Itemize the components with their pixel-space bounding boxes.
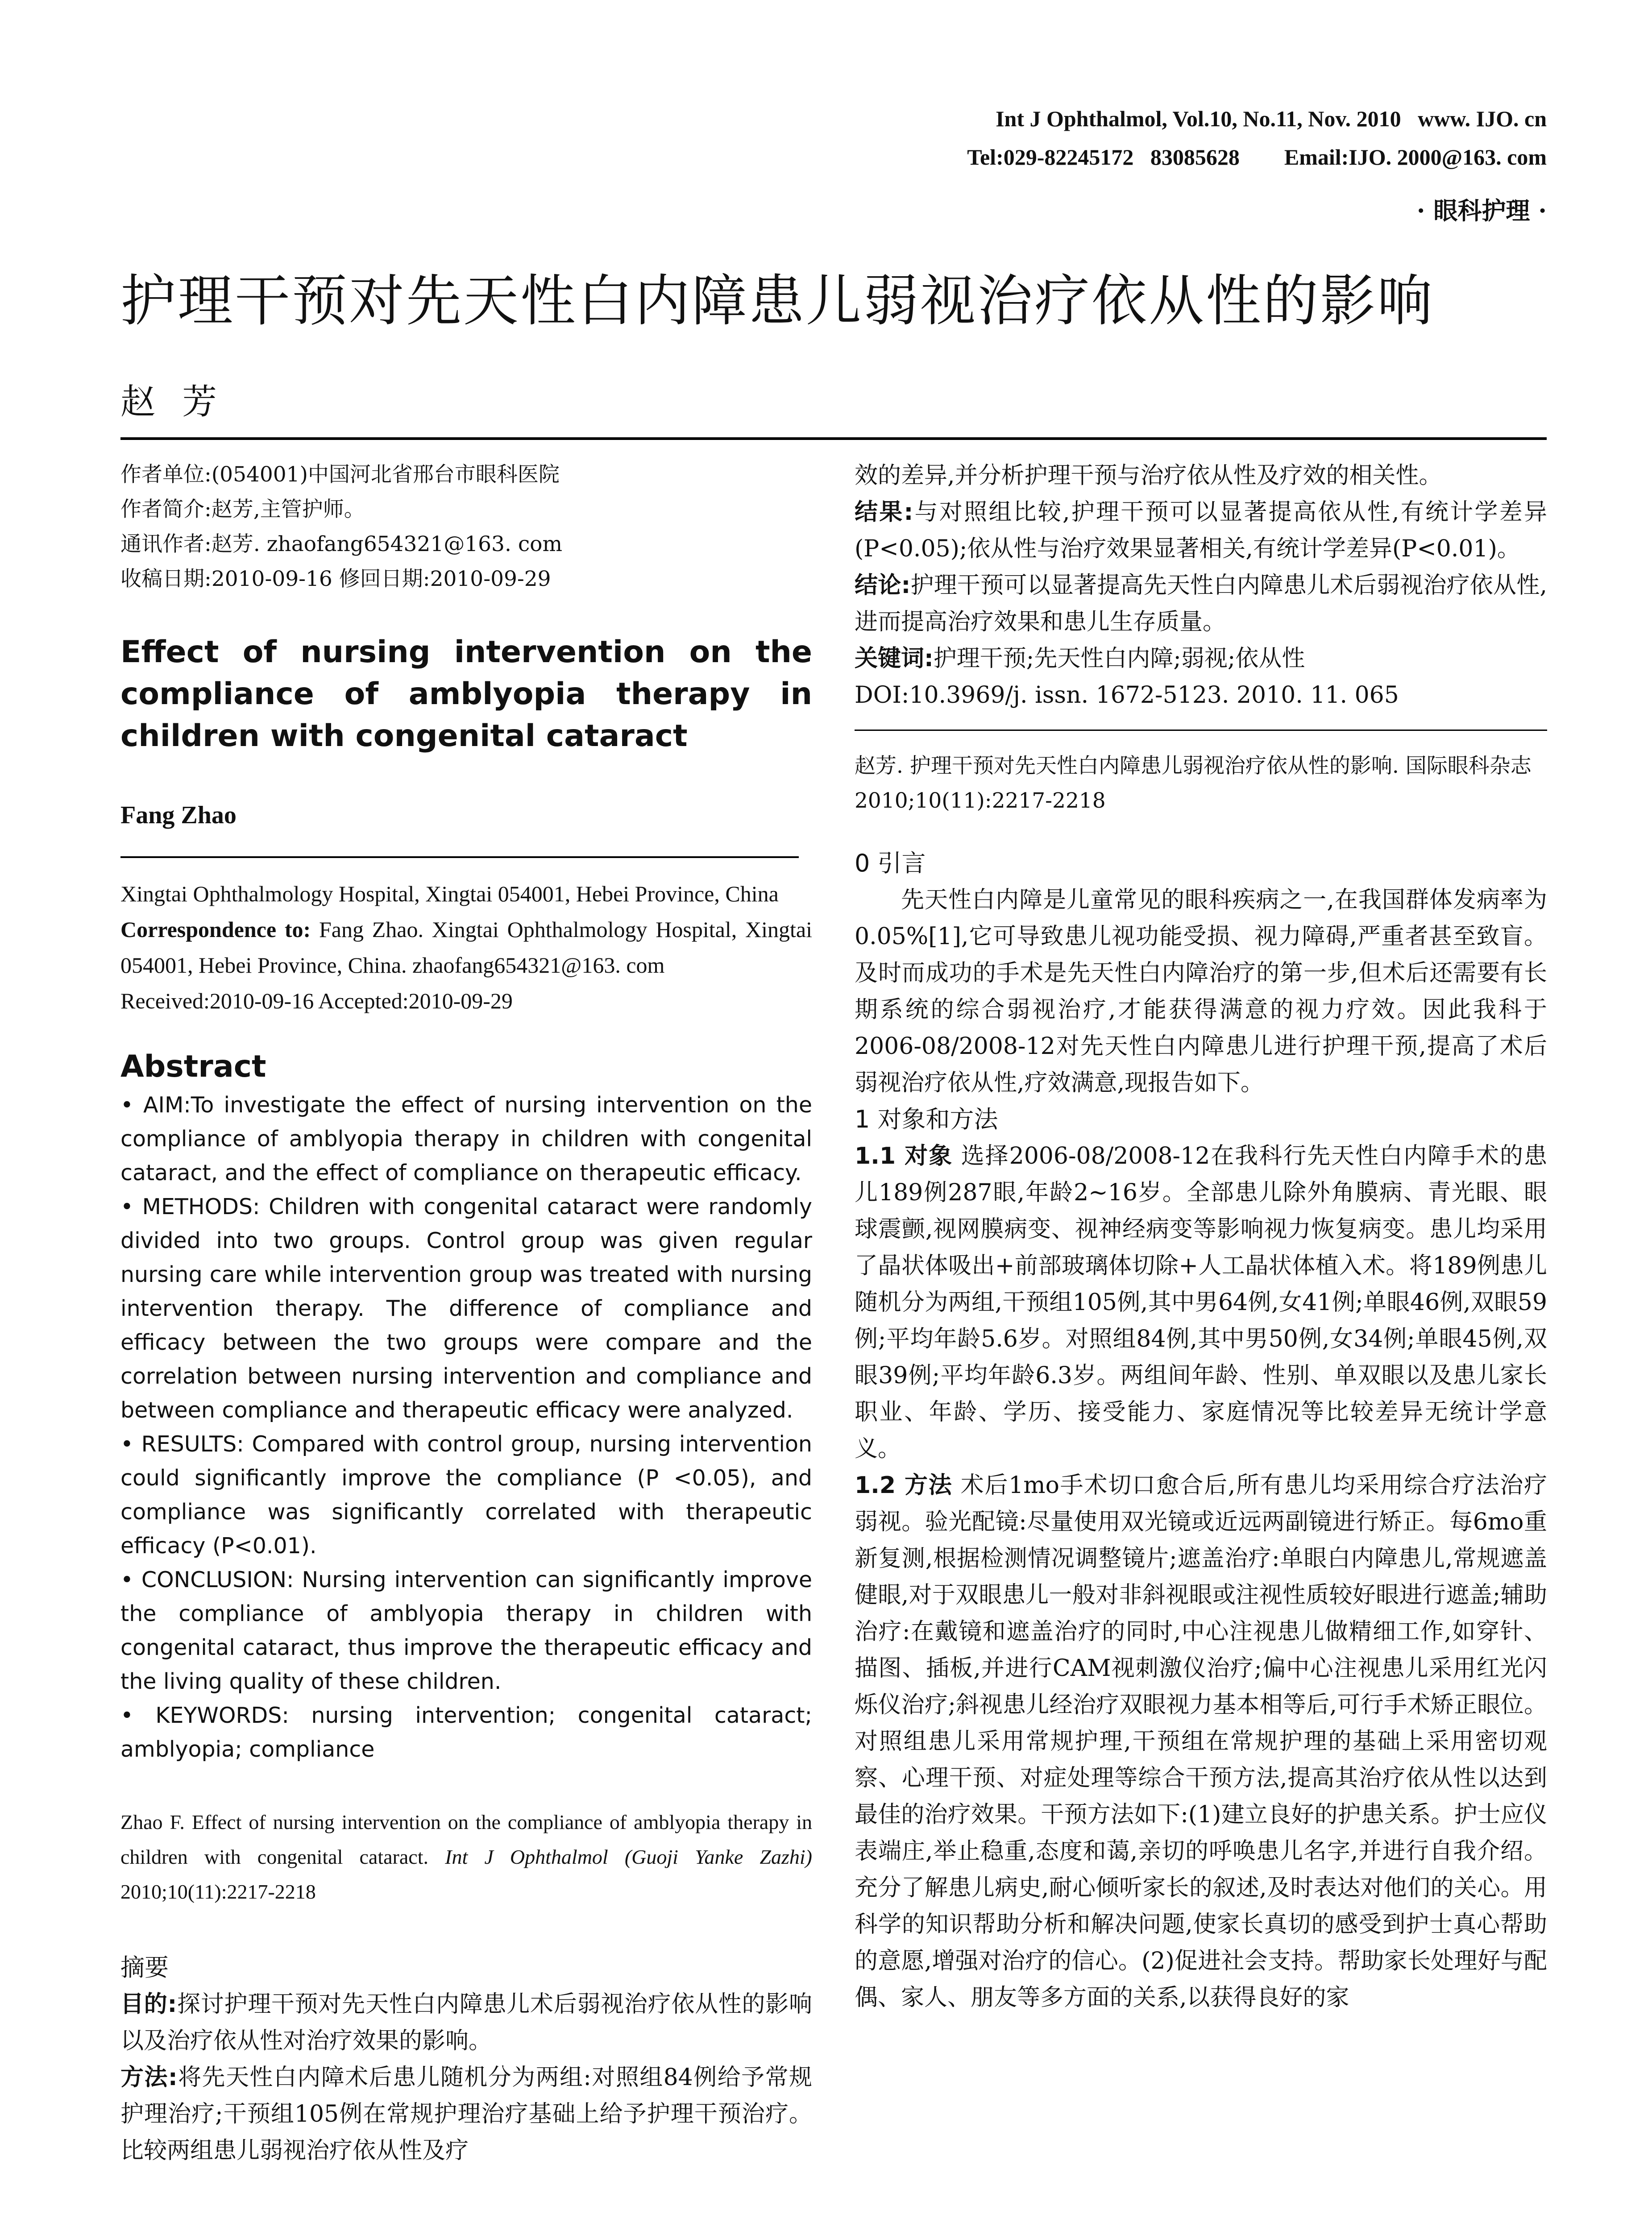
jieguo-label: 结果:	[855, 499, 913, 526]
corr-text: Fang Zhao. Xingtai Ophthalmology Hospital, Xingtai 054001, Hebei Province, China. zhaofang654321@163. com	[120, 917, 812, 978]
affil-en: Xingtai Ophthalmology Hospital, Xingtai 054001, Hebei Province, China	[120, 881, 779, 906]
jielun-text: 护理干预可以显著提高先天性白内障患儿术后弱视治疗依从性,进而提高治疗效果和患儿生存质量。	[855, 572, 1548, 635]
results-text: Compared with control group, nursing intervention could significantly improve the compliance (P <0.05), and compliance was significantly correlated with therapeutic efficacy (P<0.01).	[120, 1431, 812, 1559]
jieguo-text: 与对照组比较,护理干预可以显著提高依从性,有统计学差异(P<0.05);依从性与治疗效果显著相关,有统计学差异(P<0.01)。	[855, 499, 1548, 562]
corr-label: Correspondence to:	[120, 917, 311, 942]
affil-bio: 作者简介:赵芳,主管护师。	[120, 497, 365, 522]
gjc-label: 关键词:	[855, 645, 934, 672]
left-column	[120, 457, 812, 2169]
received-accepted: Received:2010-09-16 Accepted:2010-09-29	[120, 988, 513, 1013]
abstract-results	[120, 1427, 812, 1563]
doi: DOI:10.3969/j. issn. 1672-5123. 2010. 11. 065	[855, 682, 1399, 709]
jielun-label: 结论:	[855, 572, 911, 599]
fangfa-text: 将先天性白内障术后患儿随机分为两组:对照组84例给予常规护理治疗;干预组105例在常规护理治疗基础上给予护理干预治疗。比较两组患儿弱视治疗依从性及疗	[120, 2064, 812, 2164]
citation-en	[120, 1805, 812, 1909]
abstract-heading: Abstract	[120, 1049, 266, 1084]
zhaiyao-keywords	[855, 640, 1547, 677]
title-rule	[120, 437, 1547, 440]
gjc-text: 护理干预;先天性白内障;弱视;依从性	[933, 645, 1305, 672]
zhaiyao-fangfa-cont: 效的差异,并分析护理干预与治疗依从性及疗效的相关性。	[855, 462, 1442, 489]
s11-text: 选择2006-08/2008-12在我科行先天性白内障手术的患儿189例287眼,年龄2~16岁。全部患儿除外角膜病、青光眼、眼球震颤,视网膜病变、视神经病变等影响视力恢复病变。患儿均采用了晶状体吸出+前部玻璃体切除+人工晶状体植入术。将189例患儿随机分为两组,干预组105例,其中男64例,女41例;单眼46例,双眼59例;平均年龄5.6岁。对照组84例,其中男50例,女34例;单眼45例,双眼39例;平均年龄6.3岁。两组间年龄、性别、单双眼以及患儿家长职业、年龄、学历、接受能力、家庭情况等比较差异无统计学意义。	[855, 1143, 1547, 1462]
methods-label: • METHODS:	[120, 1194, 260, 1219]
affil-unit: 作者单位:(054001)中国河北省邢台市眼科医院	[120, 462, 560, 487]
abstract-aim	[120, 1088, 812, 1190]
s11-label: 1.1 对象	[855, 1143, 953, 1169]
section-0-heading: 0 引言	[855, 849, 926, 877]
s12-text: 术后1mo手术切口愈合后,所有患儿均采用综合疗法治疗弱视。验光配镜:尽量使用双光镜或近远两副镜进行矫正。每6mo重新复测,根据检测情况调整镜片;遮盖治疗:单眼白内障患儿,常规遮盖健眼,对于双眼患儿一般对非斜视眼或注视性质较好眼进行遮盖;辅助治疗:在戴镜和遮盖治疗的同时,中心注视患儿做精细工作,如穿针、描图、插板,并进行CAM视刺激仪治疗;偏中心注视患儿采用红光闪烁仪治疗;斜视患儿经治疗双眼视力基本相等后,可行手术矫正眼位。对照组患儿采用常规护理,干预组在常规护理的基础上采用密切观察、心理干预、对症处理等综合干预方法,提高其治疗依从性以达到最佳的治疗效果。干预方法如下:(1)建立良好的护患关系。护士应仪表端庄,举止稳重,态度和蔼,亲切的呼唤患儿名字,并进行自我介绍。充分了解患儿病史,耐心倾听家长的叙述,及时表达对他们的关心。用科学的知识帮助分析和解决问题,使家长真切的感受到护士真心帮助的意愿,增强对治疗的信心。(2)促进社会支持。帮助家长处理好与配偶、家人、朋友等多方面的关系,以获得良好的家	[855, 1472, 1547, 2011]
abstract-conclusion	[120, 1563, 812, 1699]
author-rule	[120, 856, 799, 858]
citation-cn: 赵芳. 护理干预对先天性白内障患儿弱视治疗依从性的影响. 国际眼科杂志 2010;10(11):2217-2218	[855, 754, 1532, 813]
s12-label: 1.2 方法	[855, 1472, 953, 1499]
section-tag: · 眼科护理 ·	[1416, 196, 1547, 225]
conclusion-label: • CONCLUSION:	[120, 1567, 294, 1592]
abstract-keywords	[120, 1699, 812, 1767]
aim-text: To investigate the effect of nursing intervention on the compliance of amblyopia therapy in children with congenital cataract, and the effect of compliance on therapeutic efficacy.	[120, 1092, 812, 1186]
section-1-heading: 1 对象和方法	[855, 1105, 998, 1133]
fangfa-label: 方法:	[120, 2064, 178, 2091]
author-cn: 赵芳	[120, 382, 244, 422]
doi-rule	[855, 730, 1547, 731]
keywords-text: nursing intervention; congenital cataract; amblyopia; compliance	[120, 1703, 812, 1762]
section-1-1	[855, 1138, 1547, 1467]
zhaiyao-heading: 摘要	[120, 1953, 169, 1982]
journal-contact-line: Tel:029-82245172 83085628 Email:IJO. 2000@163. com	[967, 145, 1547, 170]
zhaiyao-jieguo	[855, 494, 1547, 567]
journal-header-line: Int J Ophthalmol, Vol.10, No.11, Nov. 2010 www. IJO. cn	[996, 106, 1547, 131]
keywords-label: • KEYWORDS:	[120, 1703, 289, 1728]
correspondence-en	[120, 912, 812, 983]
zhaiyao-mudi	[120, 1986, 812, 2059]
right-column	[855, 457, 1547, 2016]
author-en: Fang Zhao	[120, 801, 237, 829]
cite-en-b: 2010;10(11):2217-2218	[120, 1880, 316, 1903]
cite-en-a: Zhao F. Effect of nursing intervention on the compliance of amblyopia therapy in children with congenital cataract.	[120, 1811, 812, 1868]
mudi-label: 目的:	[120, 1991, 177, 2018]
zhaiyao-jielun	[855, 567, 1547, 640]
aim-label: • AIM:	[120, 1092, 191, 1118]
abstract-methods	[120, 1190, 812, 1427]
affil-corresponding: 通讯作者:赵芳. zhaofang654321@163. com	[120, 532, 563, 556]
zhaiyao-fangfa	[120, 2059, 812, 2169]
conclusion-text: Nursing intervention can significantly improve the compliance of amblyopia therapy in children with congenital cataract, thus improve the therapeutic efficacy and the living quality of these children.	[120, 1567, 813, 1694]
section-1-2	[855, 1467, 1547, 2016]
affil-dates: 收稿日期:2010-09-16 修回日期:2010-09-29	[120, 567, 551, 591]
article-title-en: Effect of nursing intervention on the compliance of amblyopia therapy in children with congenital cataract	[120, 634, 812, 754]
results-label: • RESULTS:	[120, 1431, 244, 1457]
section-0-paragraph: 先天性白内障是儿童常见的眼科疾病之一,在我国群体发病率为0.05%[1],它可导致患儿视功能受损、视力障碍,严重者甚至致盲。及时而成功的手术是先天性白内障治疗的第一步,但术后还需要有长期系统的综合弱视治疗,才能获得满意的视力疗效。因此我科于2006-08/2008-12对先天性白内障患儿进行护理干预,提高了术后弱视治疗依从性,疗效满意,现报告如下。	[855, 887, 1547, 1096]
cite-en-journal: Int J Ophthalmol (Guoji Yanke Zazhi)	[445, 1845, 812, 1868]
methods-text: Children with congenital cataract were randomly divided into two groups. Control group was given regular nursing care while intervention group was treated with nursing intervention therapy. The difference of compliance and efficacy between the two groups were compare and the correlation between nursing intervention and compliance and between compliance and therapeutic efficacy were analyzed.	[120, 1194, 813, 1423]
affiliation-block	[120, 457, 812, 597]
mudi-text: 探讨护理干预对先天性白内障患儿术后弱视治疗依从性的影响以及治疗依从性对治疗效果的影响。	[120, 1991, 812, 2054]
article-title-cn: 护理干预对先天性白内障患儿弱视治疗依从性的影响	[120, 269, 1435, 333]
